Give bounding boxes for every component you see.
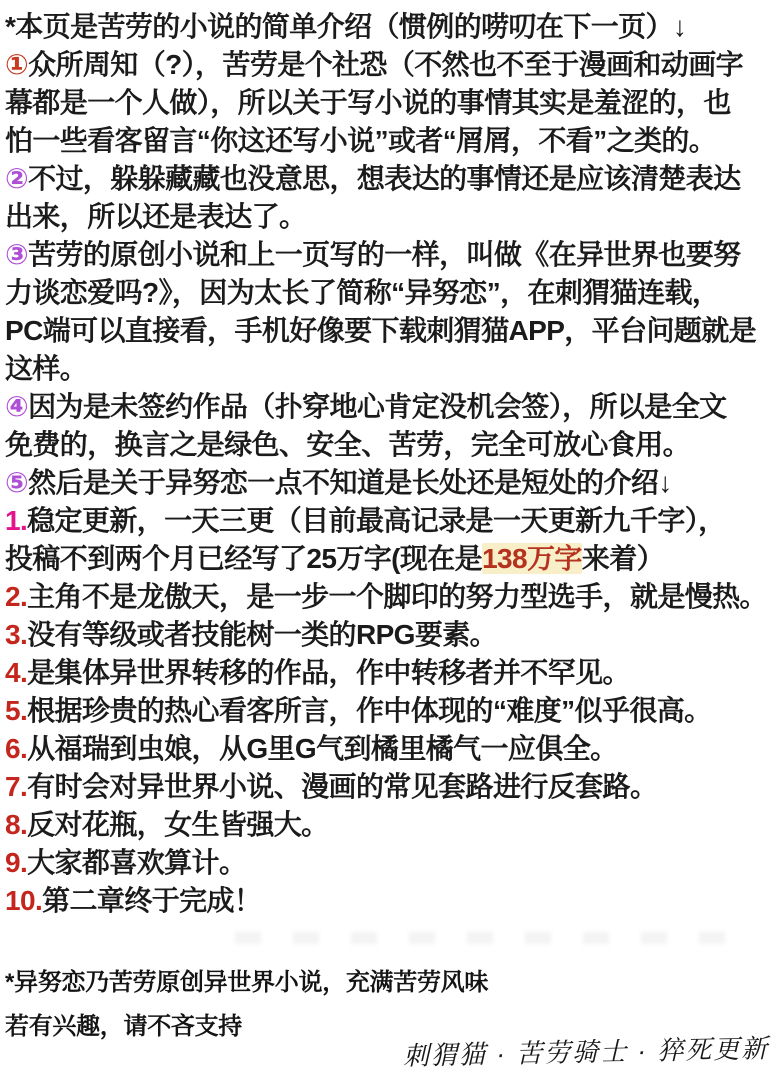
footer-note-novel-description: *异努恋乃苦劳原创异世界小说，充满苦劳风味 (5, 969, 489, 996)
list-number: 3. (5, 619, 28, 650)
text-segment: 这样。 (5, 353, 88, 384)
text-line (5, 46, 777, 84)
text-line (5, 654, 777, 692)
text-line (5, 730, 777, 768)
text-line (5, 768, 777, 806)
text-segment: 怕一些看客留言“你这还写小说”或者“屑屑，不看”之类的。 (5, 125, 717, 156)
text-segment: 大家都喜欢算计。 (27, 847, 247, 878)
text-segment: 有时会对异世界小说、漫画的常见套路进行反套路。 (27, 771, 658, 802)
faded-erased-text-marks (235, 932, 745, 944)
text-line (5, 350, 777, 388)
text-segment: 因为是未签约作品（扑穿地心肯定没机会签），所以是全文 (28, 391, 727, 422)
text-segment: 根据珍贵的热心看客所言，作中体现的“难度”似乎很高。 (27, 695, 712, 726)
text-line (5, 844, 777, 882)
text-line (5, 122, 777, 160)
text-line (5, 882, 777, 920)
circled-number: ④ (5, 391, 29, 422)
text-segment: 苦劳的原创小说和上一页写的一样，叫做《在异世界也要努 (28, 239, 741, 270)
text-segment: 力谈恋爱吗?》，因为太长了简称“异努恋”，在刺猬猫连载， (5, 277, 720, 308)
circled-number: ⑤ (5, 467, 29, 498)
circled-number: ② (5, 163, 29, 194)
text-segment: *本页是苦劳的小说的简单介绍（惯例的唠叨在下一页）↓ (5, 11, 687, 42)
text-line (5, 616, 777, 654)
list-number: 2. (5, 581, 28, 612)
text-segment: 是集体异世界转移的作品，作中转移者并不罕见。 (27, 657, 630, 688)
text-segment: 没有等级或者技能树一类的RPG要素。 (27, 619, 498, 650)
text-segment: 反对花瓶，女生皆强大。 (27, 809, 329, 840)
highlighted-word-count: 138万字 (482, 543, 582, 574)
text-segment: 从福瑞到虫娘，从G里G气到橘里橘气一应俱全。 (27, 733, 618, 764)
list-number: 4. (5, 657, 28, 688)
text-segment: 出来，所以还是表达了。 (5, 201, 307, 232)
list-number: 5. (5, 695, 28, 726)
circled-number: ③ (5, 239, 29, 270)
list-number: 7. (5, 771, 28, 802)
list-number: 1. (5, 505, 28, 536)
text-line (5, 312, 777, 350)
list-number: 8. (5, 809, 28, 840)
text-line (5, 8, 777, 46)
text-line (5, 502, 777, 540)
text-segment: 投稿不到两个月已经写了25万字(现在是 (5, 543, 483, 574)
text-line (5, 426, 777, 464)
text-segment: 来着） (581, 543, 664, 574)
text-line (5, 274, 777, 312)
text-segment: 不过，躲躲藏藏也没意思，想表达的事情还是应该清楚表达 (28, 163, 741, 194)
text-line (5, 198, 777, 236)
text-segment: 然后是关于异努恋一点不知道是长处还是短处的介绍↓ (28, 467, 672, 498)
body-text (5, 8, 777, 920)
text-line (5, 578, 777, 616)
circled-number: ① (5, 49, 29, 80)
footer-note-support-request: 若有兴趣，请不吝支持 (5, 1013, 242, 1040)
text-line (5, 806, 777, 844)
text-segment: 稳定更新，一天三更（目前最高记录是一天更新九千字）， (27, 505, 726, 536)
text-segment: 众所周知（?），苦劳是个社恐（不然也不至于漫画和动画字 (28, 49, 744, 80)
author-signature: 刺猬猫 · 苦劳骑士 · 猝死更新 (402, 1033, 770, 1071)
text-segment: 第二章终于完成！ (42, 885, 262, 916)
text-line (5, 84, 777, 122)
list-number: 9. (5, 847, 28, 878)
text-line (5, 464, 777, 502)
text-line (5, 540, 777, 578)
text-segment: PC端可以直接看，手机好像要下载刺猬猫APP，平台问题就是 (5, 315, 757, 346)
text-segment: 幕都是一个人做），所以关于写小说的事情其实是羞涩的，也 (5, 87, 731, 118)
text-line (5, 236, 777, 274)
list-number: 6. (5, 733, 28, 764)
list-number: 10. (5, 885, 43, 916)
text-segment: 免费的，换言之是绿色、安全、苦劳，完全可放心食用。 (5, 429, 691, 460)
text-line (5, 388, 777, 426)
text-line (5, 160, 777, 198)
text-segment: 主角不是龙傲天，是一步一个脚印的努力型选手，就是慢热。 (27, 581, 767, 612)
text-line (5, 692, 777, 730)
